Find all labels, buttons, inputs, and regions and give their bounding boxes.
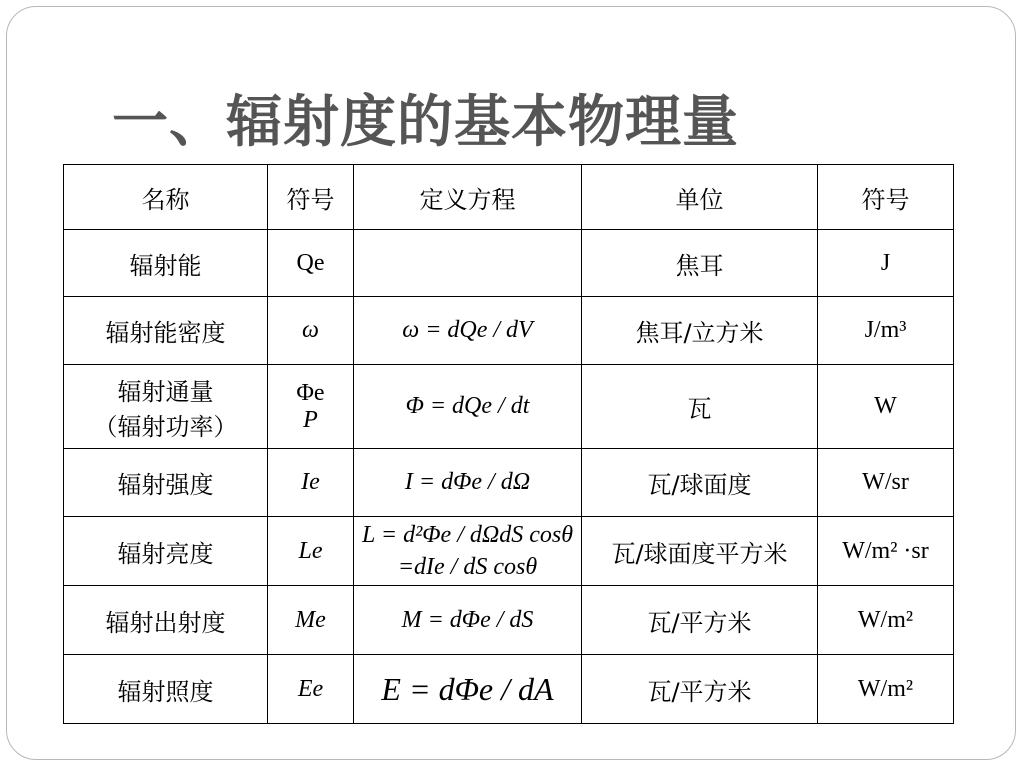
- quantity-symbol: Le: [268, 517, 354, 586]
- symbol-line1: Φe: [296, 379, 325, 406]
- quantity-name: 辐射照度: [64, 655, 268, 724]
- unit-symbol: W/m²: [818, 586, 954, 655]
- definition-equation: Φ = dQe / dt: [354, 365, 582, 449]
- quantity-symbol: Ee: [268, 655, 354, 724]
- definition-equation: M = dΦe / dS: [354, 586, 582, 655]
- table-row: [64, 297, 954, 365]
- header-equation: 定义方程: [354, 165, 582, 230]
- unit-symbol: J/m³: [818, 297, 954, 365]
- unit-symbol: W: [818, 365, 954, 449]
- symbol-text: Qe: [296, 249, 325, 276]
- table-row: [64, 586, 954, 655]
- unit-symbol: J: [818, 230, 954, 297]
- slide-title: 一、辐射度的基本物理量: [112, 90, 739, 155]
- quantity-symbol: Ie: [268, 449, 354, 517]
- unit-name: 瓦/球面度: [582, 449, 818, 517]
- quantity-name-line1: 辐射通量: [117, 377, 214, 406]
- quantity-name: 辐射能密度: [64, 297, 268, 365]
- unit-symbol: W/m²: [818, 655, 954, 724]
- equation-line2: =dIe / dS cosθ: [397, 554, 538, 580]
- table-row: [64, 517, 954, 586]
- physical-quantities-table: [63, 164, 954, 724]
- quantity-symbol: [268, 230, 354, 297]
- quantity-symbol: [268, 365, 354, 449]
- unit-name: 瓦/平方米: [582, 655, 818, 724]
- quantity-name: 辐射出射度: [64, 586, 268, 655]
- definition-equation: ω = dQe / dV: [354, 297, 582, 365]
- equation-line1: L = d²Φe / dΩdS cosθ: [361, 522, 574, 548]
- table-header-row: [64, 165, 954, 230]
- unit-name: 瓦: [582, 365, 818, 449]
- unit-name: 瓦/平方米: [582, 586, 818, 655]
- unit-name: 瓦/球面度平方米: [582, 517, 818, 586]
- quantity-name: [64, 365, 268, 449]
- header-symbol: 符号: [268, 165, 354, 230]
- quantity-name: 辐射能: [64, 230, 268, 297]
- unit-symbol: W/sr: [818, 449, 954, 517]
- header-unit-symbol: 符号: [818, 165, 954, 230]
- header-unit: 单位: [582, 165, 818, 230]
- quantity-symbol: ω: [268, 297, 354, 365]
- table-row: [64, 449, 954, 517]
- table-row: [64, 365, 954, 449]
- table-row: [64, 230, 954, 297]
- quantity-symbol: Me: [268, 586, 354, 655]
- symbol-line2: P: [303, 406, 318, 433]
- definition-equation: I = dΦe / dΩ: [354, 449, 582, 517]
- quantity-name: 辐射强度: [64, 449, 268, 517]
- definition-equation: [354, 230, 582, 297]
- quantity-name: 辐射亮度: [64, 517, 268, 586]
- table-row: [64, 655, 954, 724]
- definition-equation: E = dΦe / dA: [354, 655, 582, 724]
- definition-equation: [354, 517, 582, 586]
- unit-symbol: W/m² ·sr: [818, 517, 954, 586]
- unit-name: 焦耳/立方米: [582, 297, 818, 365]
- quantity-name-line2: （辐射功率）: [93, 412, 238, 441]
- header-name: 名称: [64, 165, 268, 230]
- unit-name: 焦耳: [582, 230, 818, 297]
